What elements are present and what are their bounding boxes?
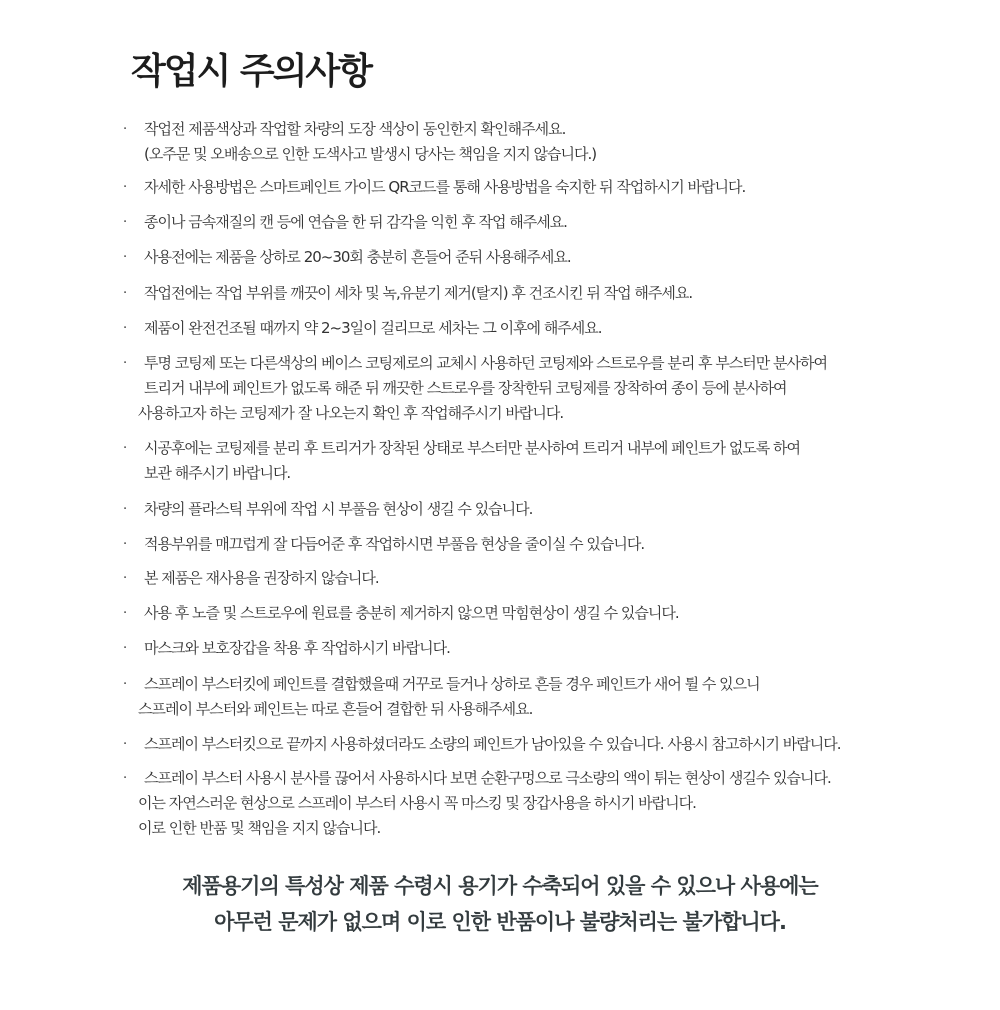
bullet-marker: · [123,771,128,786]
list-item-text: 트리거 내부에 페인트가 없도록 해준 뒤 깨끗한 스트로우를 장착한뒤 코팅제를 장착하여 종이 등에 분사하여 [144,379,787,397]
bullet-marker: · [123,122,128,137]
list-item-text: 보관 해주시기 바랍니다. [144,464,291,482]
list-item-text: 종이나 금속재질의 캔 등에 연습을 한 뒤 감각을 익힌 후 작업 해주세요. [144,213,567,231]
bullet-marker: · [123,215,128,230]
bullet-marker: · [123,250,128,265]
bullet-marker: · [123,571,128,586]
page-title: 작업시 주의사항 [131,51,371,92]
list-item-text: 제품이 완전건조될 때까지 약 2~3일이 걸리므로 세차는 그 이후에 해주세요. [144,319,602,337]
list-item-text: 마스크와 보호장갑을 착용 후 작업하시기 바랍니다. [144,639,450,657]
list-item-text: 시공후에는 코팅제를 분리 후 트리거가 장착된 상태로 부스터만 분사하여 트리거 내부에 페인트가 없도록 하여 [144,439,801,457]
list-item-text: 사용전에는 제품을 상하로 20~30회 충분히 흔들어 준뒤 사용해주세요. [144,248,571,266]
list-item-text: 스프레이 부스터 사용시 분사를 끊어서 사용하시다 보면 순환구멍으로 극소량의 액이 튀는 현상이 생길수 있습니다. [144,769,831,787]
bullet-marker: · [123,677,128,692]
list-item-text: 사용하고자 하는 코팅제가 잘 나오는지 확인 후 작업해주시기 바랍니다. [138,404,564,422]
list-item-text: 본 제품은 재사용을 권장하지 않습니다. [144,569,379,587]
list-item-text: 차량의 플라스틱 부위에 작업 시 부풀음 현상이 생길 수 있습니다. [144,500,533,518]
list-item-text: 스프레이 부스터킷으로 끝까지 사용하셨더라도 소량의 페인트가 남아있을 수 있습니다. 사용시 참고하시기 바랍니다. [144,735,841,753]
bullet-marker: · [123,356,128,371]
list-item-text: 스프레이 부스터와 페인트는 따로 흔들어 결합한 뒤 사용해주세요. [138,700,533,718]
bullet-marker: · [123,737,128,752]
bullet-marker: · [123,286,128,301]
bullet-marker: · [123,606,128,621]
notice-line-2: 아무런 문제가 없으며 이로 인한 반품이나 불량처리는 불가합니다. [214,910,786,934]
bullet-marker: · [123,180,128,195]
bullet-marker: · [123,537,128,552]
bullet-marker: · [123,441,128,456]
list-item-text: 사용 후 노즐 및 스트로우에 원료를 충분히 제거하지 않으면 막힘현상이 생길 수 있습니다. [144,604,679,622]
list-item-text: 자세한 사용방법은 스마트페인트 가이드 QR코드를 통해 사용방법을 숙지한 뒤 작업하시기 바랍니다. [144,178,746,196]
bullet-marker: · [123,502,128,517]
bullet-marker: · [123,321,128,336]
list-item-text: 작업전에는 작업 부위를 깨끗이 세차 및 녹,유분기 제거(탈지) 후 건조시킨 뒤 작업 해주세요. [144,284,693,302]
list-item-text: (오주문 및 오배송으로 인한 도색사고 발생시 당사는 책임을 지지 않습니다.) [144,145,597,163]
list-item-text: 이는 자연스러운 현상으로 스프레이 부스터 사용시 꼭 마스킹 및 장갑사용을 하시기 바랍니다. [138,794,696,812]
list-item-text: 적용부위를 매끄럽게 잘 다듬어준 후 작업하시면 부풀음 현상을 줄이실 수 있습니다. [144,535,645,553]
list-item-text: 작업전 제품색상과 작업할 차량의 도장 색상이 동인한지 확인해주세요. [144,120,566,138]
bullet-marker: · [123,641,128,656]
notice-line-1: 제품용기의 특성상 제품 수령시 용기가 수축되어 있을 수 있으나 사용에는 [182,874,818,898]
list-item-text: 이로 인한 반품 및 책임을 지지 않습니다. [138,819,381,837]
list-item-text: 투명 코팅제 또는 다른색상의 베이스 코팅제로의 교체시 사용하던 코팅제와 스트로우를 분리 후 부스터만 분사하여 [144,354,828,372]
list-item-text: 스프레이 부스터킷에 페인트를 결합했을때 거꾸로 들거나 상하로 흔들 경우 페인트가 새어 튈 수 있으니 [144,675,760,693]
